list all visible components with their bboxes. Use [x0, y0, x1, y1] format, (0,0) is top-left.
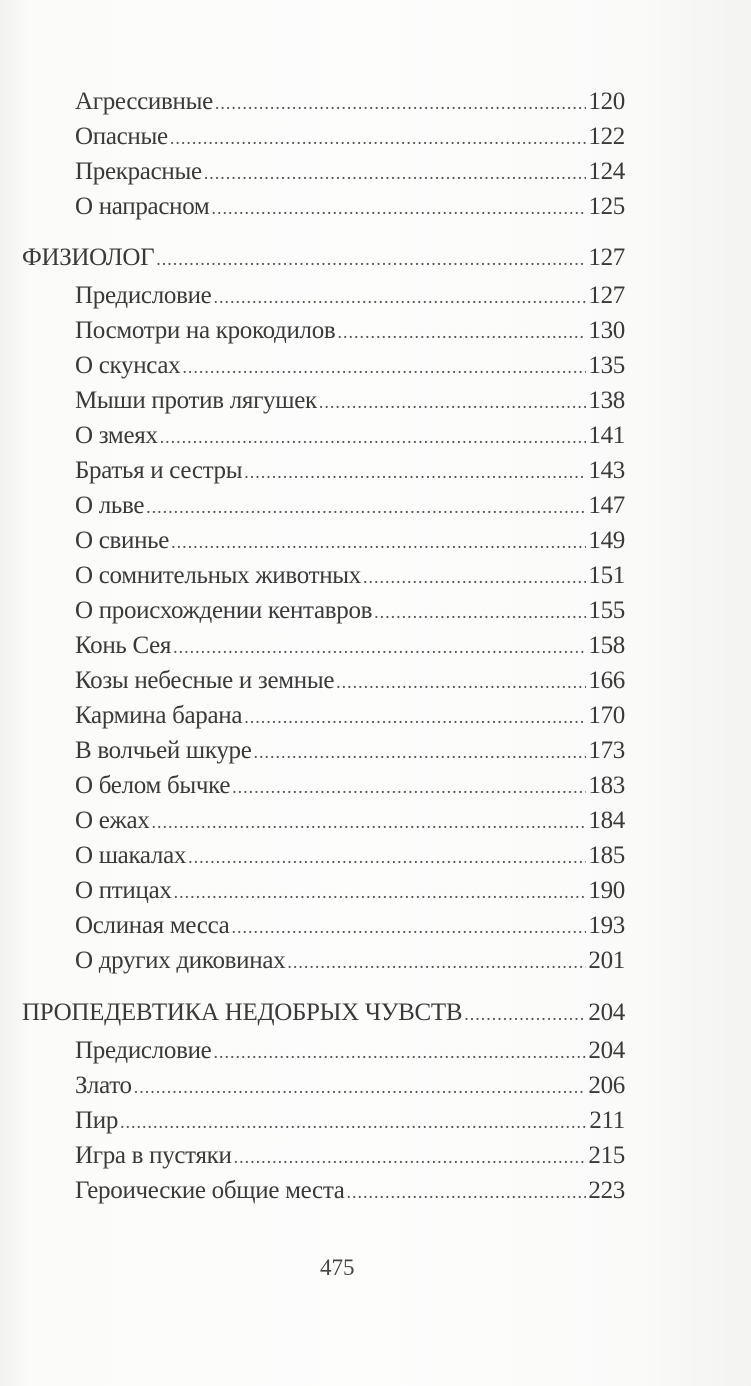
- dot-leader: [170, 123, 587, 153]
- dot-leader: [234, 1142, 587, 1172]
- toc-entry-page: 135: [588, 352, 625, 379]
- toc-entry-title: Мыши против лягушек: [75, 387, 317, 414]
- toc-entry-page: 173: [588, 737, 625, 764]
- toc-entry: [75, 351, 625, 382]
- toc-entry-title: Предисловие: [75, 282, 212, 309]
- toc-entry-title: О птицах: [75, 877, 172, 904]
- dot-leader: [287, 947, 586, 977]
- toc-entry-page: 183: [588, 772, 625, 799]
- dot-leader: [363, 562, 586, 592]
- toc-entry-page: 211: [589, 1107, 625, 1134]
- toc-entry: [75, 596, 625, 627]
- toc-entry: [75, 1036, 625, 1067]
- toc-entry: [75, 316, 625, 347]
- toc-entry: [75, 87, 625, 118]
- dot-leader: [151, 807, 586, 837]
- dot-leader: [134, 1072, 587, 1102]
- toc-entry: [75, 1141, 625, 1172]
- toc-entry-title: Ослиная месса: [75, 912, 230, 939]
- toc-entry: [75, 631, 625, 662]
- toc-entry-title: ПРОПЕДЕВТИКА НЕДОБРЫХ ЧУВСТВ: [22, 999, 463, 1026]
- page-number: 475: [320, 1255, 355, 1280]
- toc-entry-page: 201: [588, 947, 625, 974]
- toc-entry-page: 141: [588, 422, 625, 449]
- toc-entry-page: 158: [588, 632, 625, 659]
- dot-leader: [337, 317, 586, 347]
- toc-entry-title: О змеях: [75, 422, 158, 449]
- toc-entry-title: О скунсах: [75, 352, 181, 379]
- toc-entry-page: 127: [588, 244, 625, 271]
- toc-entry-title: О других диковинах: [75, 947, 286, 974]
- toc-entry-title: Предисловие: [75, 1037, 212, 1064]
- toc-entry-page: 193: [588, 912, 625, 939]
- dot-leader: [254, 737, 587, 767]
- dot-leader: [213, 1037, 586, 1067]
- toc-entry: [75, 1176, 625, 1207]
- toc-entry: [75, 911, 625, 942]
- toc-entry: [75, 666, 625, 697]
- toc-entry-page: 125: [588, 193, 625, 220]
- toc-entry-page: 122: [588, 123, 625, 150]
- toc-entry-page: 170: [588, 702, 625, 729]
- dot-leader: [156, 244, 586, 274]
- dot-leader: [347, 1177, 587, 1207]
- toc-entry-title: О льве: [75, 492, 145, 519]
- dot-leader: [232, 772, 586, 802]
- toc-entry-page: 184: [588, 807, 625, 834]
- dot-leader: [188, 842, 586, 872]
- toc-entry-page: 204: [588, 1037, 625, 1064]
- toc-entry: [75, 122, 625, 153]
- toc-entry-page: 155: [588, 597, 625, 624]
- toc-entry-title: Козы небесные и земные: [75, 667, 335, 694]
- toc-entry: [75, 491, 625, 522]
- toc-entry-page: 204: [588, 999, 625, 1026]
- toc-entry: [75, 456, 625, 487]
- toc-entry: [75, 192, 625, 223]
- dot-leader: [171, 527, 586, 557]
- toc-entry-page: 127: [588, 282, 625, 309]
- dot-leader: [215, 88, 587, 118]
- toc-entry-page: 185: [588, 842, 625, 869]
- dot-leader: [120, 1107, 587, 1137]
- toc-entry-title: О белом бычке: [75, 772, 231, 799]
- toc-entry-title: Посмотри на крокодилов: [75, 317, 336, 344]
- toc-entry-page: 130: [588, 317, 625, 344]
- dot-leader: [174, 877, 587, 907]
- toc-entry-page: 190: [588, 877, 625, 904]
- dot-leader: [374, 597, 586, 627]
- toc-entry: [75, 701, 625, 732]
- toc-entry-page: 223: [588, 1177, 625, 1204]
- toc-entry-title: О ежах: [75, 807, 150, 834]
- toc-section-entry: [22, 243, 625, 274]
- toc-entry: [75, 736, 625, 767]
- toc-entry: [75, 526, 625, 557]
- toc-entry-title: Пир: [75, 1107, 119, 1134]
- toc-entry-page: 166: [588, 667, 625, 694]
- toc-entry-title: Конь Сея: [75, 632, 172, 659]
- toc-entry: [75, 281, 625, 312]
- dot-leader: [244, 702, 586, 732]
- toc-entry-page: 149: [588, 527, 625, 554]
- toc-entry: [75, 841, 625, 872]
- dot-leader: [336, 667, 586, 697]
- toc-entry-title: Агрессивные: [75, 88, 213, 115]
- dot-leader: [464, 999, 586, 1029]
- toc-entry-title: О сомнительных животных: [75, 562, 361, 589]
- toc-entry-title: О шакалах: [75, 842, 187, 869]
- toc-entry: [75, 771, 625, 802]
- toc-entry-title: Злато: [75, 1072, 132, 1099]
- dot-leader: [211, 193, 586, 223]
- toc-entry-page: 124: [588, 158, 625, 185]
- toc-entry-page: 151: [588, 562, 625, 589]
- dot-leader: [182, 352, 586, 382]
- dot-leader: [173, 632, 586, 662]
- dot-leader: [160, 422, 587, 452]
- toc-section-entry: [22, 998, 625, 1029]
- toc-entry-title: Кармина барана: [75, 702, 243, 729]
- toc-entry-page: 147: [588, 492, 625, 519]
- toc-entry: [75, 421, 625, 452]
- toc-entry: [75, 561, 625, 592]
- dot-leader: [204, 158, 587, 188]
- toc-entry-title: Героические общие места: [75, 1177, 345, 1204]
- toc-entry-title: Прекрасные: [75, 158, 202, 185]
- toc-entry-title: Опасные: [75, 123, 168, 150]
- dot-leader: [319, 387, 587, 417]
- toc-entry-page: 215: [588, 1142, 625, 1169]
- toc-entry: [75, 1071, 625, 1102]
- dot-leader: [244, 457, 586, 487]
- dot-leader: [231, 912, 586, 942]
- toc-entry-page: 143: [588, 457, 625, 484]
- toc-entry-title: В волчьей шкуре: [75, 737, 252, 764]
- toc-entry: [75, 946, 625, 977]
- toc-entry: [75, 1106, 625, 1137]
- toc-entry-title: ФИЗИОЛОГ: [22, 244, 155, 271]
- toc-entry-title: Игра в пустяки: [75, 1142, 232, 1169]
- dot-leader: [213, 282, 586, 312]
- toc-entry: [75, 157, 625, 188]
- toc-entry-page: 206: [588, 1072, 625, 1099]
- toc-entry-page: 120: [588, 88, 625, 115]
- toc-entry-title: О происхождении кентавров: [75, 597, 373, 624]
- toc-entry: [75, 876, 625, 907]
- toc-entry-title: Братья и сестры: [75, 457, 243, 484]
- toc-entry-title: О напрасном: [75, 193, 210, 220]
- toc-entry: [75, 386, 625, 417]
- toc-entry: [75, 806, 625, 837]
- toc-entry-page: 138: [588, 387, 625, 414]
- toc-entry-title: О свинье: [75, 527, 170, 554]
- dot-leader: [146, 492, 586, 522]
